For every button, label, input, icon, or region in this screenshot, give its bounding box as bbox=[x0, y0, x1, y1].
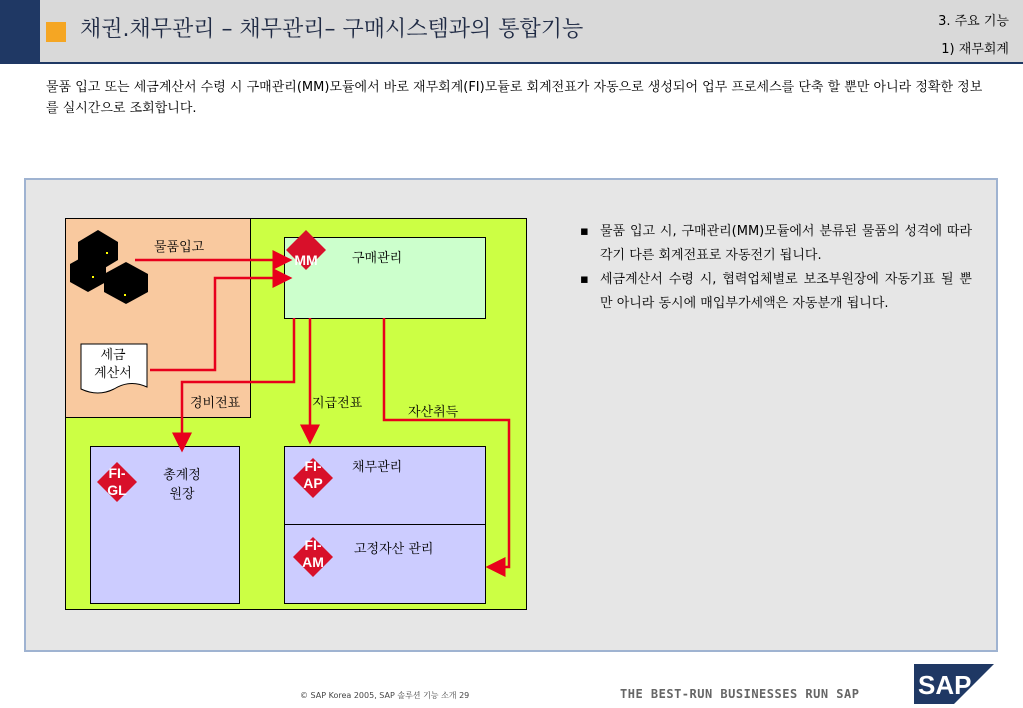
fi-am-badge-line1: FI- bbox=[304, 537, 322, 553]
payment-voucher-label: 지급전표 bbox=[312, 396, 363, 411]
fi-gl-badge-text bbox=[97, 465, 137, 499]
fi-gl-label bbox=[152, 466, 212, 504]
fi-gl-badge-line2: GL bbox=[107, 482, 127, 498]
mm-badge-text: MM bbox=[294, 252, 318, 268]
bullet-item: ▪ 물품 입고 시, 구매관리(MM)모듈에서 분류된 물품의 성격에 따라 각기 다른 회계전표로 자동전기 됩니다. bbox=[580, 220, 972, 268]
tax-invoice-label-line2: 계산서 bbox=[94, 366, 132, 381]
footer-slogan: THE BEST-RUN BUSINESSES RUN SAP bbox=[620, 687, 860, 701]
asset-acquisition-label: 자산취득 bbox=[408, 405, 459, 420]
fi-ap-badge-line1: FI- bbox=[304, 458, 322, 474]
tax-invoice-label-line1: 세금 bbox=[100, 348, 126, 363]
sap-logo-text: SAP bbox=[918, 670, 972, 700]
expense-voucher-label: 경비전표 bbox=[190, 396, 241, 411]
subsection-label: 1) 재무회계 bbox=[941, 42, 1009, 57]
section-label: 3. 주요 기능 bbox=[938, 14, 1009, 29]
sap-logo bbox=[914, 664, 994, 704]
fi-am-label: 고정자산 관리 bbox=[354, 542, 434, 557]
bullet-list bbox=[580, 220, 972, 316]
bullet-item: ▪ 세금계산서 수령 시, 협력업체별로 보조부원장에 자동기표 될 뿐만 아니라 동시에 매입부가세액은 자동분개 됩니다. bbox=[580, 268, 972, 316]
footer-copyright: © SAP Korea 2005, SAP 솔루션 기능 소개 29 bbox=[300, 691, 470, 700]
fi-ap-label: 채무관리 bbox=[352, 460, 403, 475]
goods-receipt-label: 물품입고 bbox=[154, 240, 205, 255]
mm-module-label: 구매관리 bbox=[352, 251, 403, 266]
fi-ap-badge-line2: AP bbox=[303, 475, 323, 491]
fi-gl-label-line2: 원장 bbox=[169, 487, 195, 502]
intro-paragraph: 물품 입고 또는 세금계산서 수령 시 구매관리(MM)모듈에서 바로 재무회계(FI)모듈로 회계전표가 자동으로 생성되어 업무 프로세스를 단축 할 뿐만 아니라 정확한 정보를 실시간으로 조회합니다. bbox=[46, 80, 983, 116]
fi-gl-label-line1: 총계정 bbox=[163, 468, 201, 483]
fi-am-badge-line2: AM bbox=[302, 554, 324, 570]
fi-ap-badge-text bbox=[293, 458, 333, 492]
page-title: 채권.채무관리 – 채무관리– 구매시스템과의 통합기능 bbox=[80, 17, 584, 42]
fi-gl-badge-line1: FI- bbox=[108, 465, 126, 481]
fi-am-badge-text bbox=[293, 537, 333, 571]
